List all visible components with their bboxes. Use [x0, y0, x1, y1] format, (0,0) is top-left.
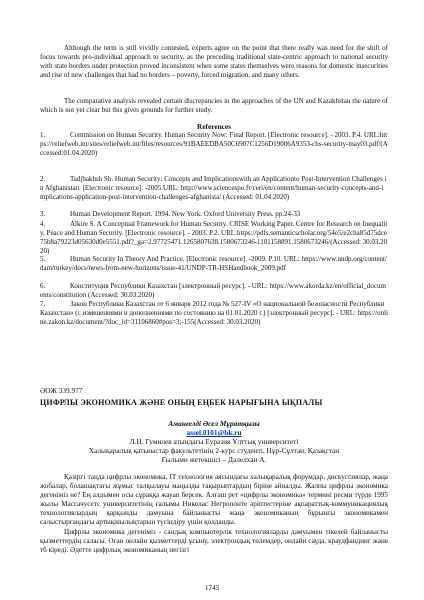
- article-title: ЦИФРЛЫ ЭКОНОМИКА ЖӘНЕ ОНЫҢ ЕҢБЕК НАРЫҒЫНА ЫҚПАЛЫ: [40, 398, 323, 407]
- article-paragraph-2: Цифрлы экономика дегеніміз - сандық компьютерлік технологияларды дамуымен тікелей байланысты қызметтердің саласы. Оған онлайн қызметтерді ұсыну, электрондық төлемдер, онлайн сауда, краудфандинг және тб кіреді. Әдетте цифрлық экономиканың негізгі: [40, 527, 388, 554]
- reference-number: 6.: [40, 282, 46, 290]
- reference-item-4: [40, 220, 388, 256]
- reference-item-6: [40, 282, 388, 300]
- intro-paragraph-1: Although the term is still vividly contested, experts agree on the point that there really was need for the shift of focus towards pro-individual approach to security, as the preceding traditional state-centric approach to national security with state borders under protection proved inconsistent when some states themselves were reasons for domestic insecurities and rise of new challenges that had no borders – poverty, forced migration, and many others.: [40, 44, 388, 79]
- reference-item-1: [40, 131, 388, 158]
- reference-text: Tadjbakhsh Sh. Human Security: Concepts and Implicationswith an Applicationto Post-Intervention Challenges in Afghanistan. [Electronic resource]. -2005.URL: http://www.sciencespo.fr/ceri/en/content/human-security-concepts-and-implications-application-post-intervention-challenges-afghanista/ (Accessed: 01.04.2020): [40, 175, 387, 201]
- reference-number: 4.: [40, 220, 46, 228]
- intro-paragraph-2: The comparative analysis revealed certain discrepancies in the approaches of the UN and Kazakhstan the nature of which is not yet clear but this gives grounds for further study.: [40, 97, 388, 114]
- reference-item-7: [40, 300, 388, 327]
- faculty-affiliation: Халықаралық қатынастар факультетінің 2-курс студенті, Нұр-Сұлтан, Қазақстан: [88, 446, 340, 455]
- reference-number: 5.: [40, 255, 46, 263]
- references-heading: References: [197, 122, 231, 131]
- reference-item-5: [40, 255, 388, 273]
- reference-item-2: [40, 175, 388, 202]
- reference-item-3: [40, 210, 388, 219]
- article-paragraph-1: Қазіргі таңда цифрлы экономика, IT технология аясындағы халықаралық форумдар, дискуссиялар, жаңа жобалар, болашақтағы жұмыс талқылауы маңызды тақырыптардың біріне айналды. Жалпы цифрлы экономика дегеніміз не? Ең алдымен осы сұраққа жауап берсек. Алғаш рет «цифрлы экономика» термині ресми түрде 1995 жылы Массачусетс университетінің ғалымы Николас Негропонте әріптестеріне ақпараттық-коммуникациялық технологиялардың қарқынды дамуына байланысты жаңа экономиканың бұрынғы экономикамен салыстырғандағы артықшылықтарын түсіндіру үшін қолданды.: [40, 473, 388, 527]
- reference-number: 1.: [40, 131, 46, 139]
- reference-text: Закон Республики Казахстан от 6 января 2012 года № 527-IV «О национальной безопасности Республики Казахстан» (с изменениями и дополнениями по состоянию на 01.01.2020 г.) [электронный ресурс]. - URL: https://online.zakon.kz/document/?doc_id=31106860#pos=3;-155(Accessed: 30.03.2020): [40, 300, 389, 326]
- article-body: [40, 473, 388, 555]
- reference-text: Конституция Республики Казахстан [электронный ресурс]. - URL: https://www.akorda.kz/en/official_documents/constitution (Accessed: 30.03.2020): [40, 282, 386, 299]
- university-affiliation: Л.Н. Гумилев атындағы Еуразия Ұлттық университеті: [129, 437, 299, 446]
- reference-text: Commission on Human Security. Human Security Now: Final Report. [Electronic resource]. - 2003. P.4. URL:https://reliefweb.int/sites/reliefweb.int/files/resources/91BAEEDBA50C6907C1256D19006A9353-chs-security-may03.pdf/(Accessed:01.04.2020): [40, 131, 388, 157]
- reference-text: Human Security In Theory And Practice. [Electronic resource]. -2009. P.10. URL: https://www.undp.org/content/dam/turkey/docs/news-from-new-horizons/issue-41/UNDP-TR-HSHandbook_2009.pdf: [40, 255, 387, 272]
- author-email[interactable]: assel.0101@bk.ru: [186, 428, 242, 437]
- reference-number: 2.: [40, 175, 46, 183]
- author-name: Аманғелді Әсел Мұратқызы: [168, 419, 260, 428]
- reference-text: Alkire S. A Conceptual Framework for Human Security. CRISE Working Paper. Centre for Research on Inequality, Peace and Human Security. [Electronic resource]. - 2003. P.2. URL:https://pdfs.semanticscholar.org/54e5/e2cha85d75dce75b8a79223d05630d0e5551.pdf?_ga=2.97725471.1265807638.1580673246-1101158891.1580673246/(Accessed: 30.03.2020): [40, 220, 388, 255]
- scientific-supervisor: Ғылыми жетекшісі – Далелхан А.: [161, 455, 267, 464]
- udk-code: ӘОЖ 339.977: [40, 386, 83, 395]
- page-number: 1743: [205, 584, 219, 592]
- reference-text: Human Development Report. 1994. New York. Oxford University Press. pp.24-33: [70, 210, 301, 218]
- reference-number: 7.: [40, 300, 46, 308]
- reference-number: 3.: [40, 210, 46, 218]
